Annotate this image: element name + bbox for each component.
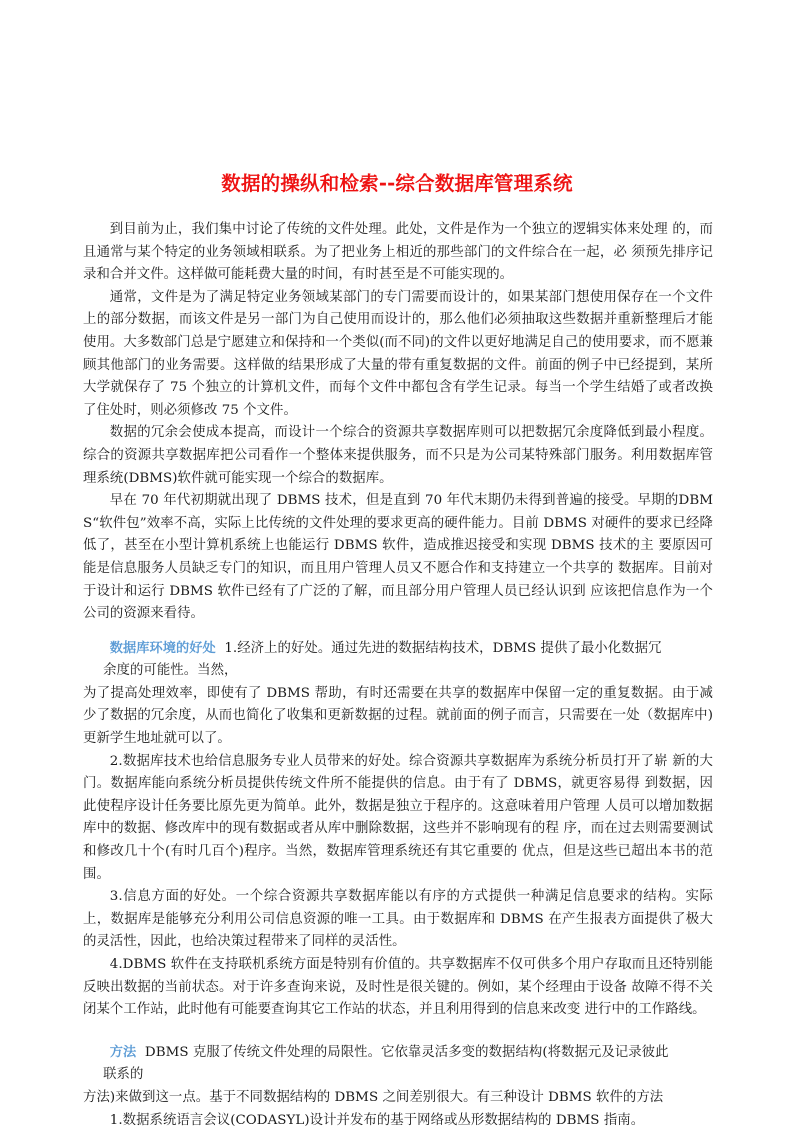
benefit-4: 4.DBMS 软件在支持联机系统方面是特别有价值的。共享数据库不仅可供多个用户存取而且还特别能反映出数据的当前状态。对于许多查询来说，及时性是很关键的。例如，某个经理由于设备 故障不得不关闭某个工作站，此时他有可能要查询其它工作站的状态，并且利用得到的信息来改变 进行中的工作路线。 xyxy=(83,957,713,1018)
benefit-1-line-2: 余度的可能性。当然， xyxy=(103,663,238,679)
page-title: 数据的操纵和检索--综合数据库管理系统 xyxy=(221,172,573,195)
method-line-1: DBMS 克服了传统文件处理的局限性。它依靠灵活多变的数据结构(将数据元及记录彼此 xyxy=(144,1044,669,1060)
benefit-1-continuation: 为了提高处理效率，即使有了 DBMS 帮助，有时还需要在共享的数据库中保留一定的重复数据。由于减少了数据的冗余度，从而也简化了收集和更新数据的过程。就前面的例子而言，只需要在一处（数据库中)更新学生地址就可以了。 xyxy=(83,685,713,747)
benefit-1-line-1: 1.经济上的好处。通过先进的数据结构技术，DBMS 提供了最小化数据冗 xyxy=(224,640,662,656)
method-line-2: 联系的 xyxy=(103,1067,144,1083)
benefit-2: 2.数据库技术也给信息服务专业人员带来的好处。综合资源共享数据库为系统分析员打开了崭 新的大门。数据库能向系统分析员提供传统文件所不能提供的信息。由于有了 DBMS，就更容易得 到数据，因此使程序设计任务要比原先更为简单。此外，数据是独立于程序的。这意味着用户管理 人员可以增加数据库中的数据、修改库中的现有数据或者从库中删除数据，这些并不影响现有的程 序，而在过去则需要测试和修改几十个(有时几百个)程序。当然，数据库管理系统还有其它重要的 优点，但是这些已超出本书的范围。 xyxy=(83,753,713,882)
method-heading-line xyxy=(83,1042,713,1065)
document-body xyxy=(83,219,713,1132)
method-line-3: 方法)来做到这一点。基于不同数据结构的 DBMS 之间差别很大。有三种设计 DBMS 软件的方法 xyxy=(83,1089,664,1105)
paragraph-4-dbms-history: 早在 70 年代初期就出现了 DBMS 技术，但是直到 70 年代末期仍未得到普遍的接受。早期的DBMS“软件包”效率不高，实际上比传统的文件处理的要求更高的硬件能力。目前 DBMS 对硬件的要求已经降低了，甚至在小型计算机系统上也能运行 DBMS 软件，造成推迟接受和实现 DBMS 技术的主 要原因可能是信息服务人员缺乏专门的知识，而且用户管理人员又不愿合作和支持建立一个共享的 数据库。目前对于设计和运行 DBMS 软件已经有了广泛的了解，而且部分用户管理人员已经认识到 应该把信息作为一个公司的资源来看待。 xyxy=(83,493,713,622)
section-spacer xyxy=(83,626,713,638)
benefit-3: 3.信息方面的好处。一个综合资源共享数据库能以有序的方式提供一种满足信息要求的结构。实际上，数据库是能够充分利用公司信息资源的唯一工具。由于数据库和 DBMS 在产生报表方面提供了极大的灵活性，因此，也给决策过程带来了同样的灵活性。 xyxy=(83,889,713,950)
method-section-heading: 方法 xyxy=(109,1044,137,1060)
paragraph-2: 通常，文件是为了满足特定业务领域某部门的专门需要而设计的，如果某部门想使用保存在一个文件上的部分数据，而该文件是另一部门为自己使用而设计的，那么他们必须抽取这些数据并重新整理后才能使用。大多数部门总是宁愿建立和保持和一个类似(而不同)的文件以更好地满足自己的使用要求，而不愿兼顾其他部门的业务需要。这样做的结果形成了大量的带有重复数据的文件。前面的例子中已经提到，某所大学就保存了 75 个独立的计算机文件，而每个文件中都包含有学生记录。每当一个学生结婚了或者改换了住处时，则必须修改 75 个文件。 xyxy=(83,289,713,418)
method-item-1: 1.数据系统语言会议(CODASYL)设计并发布的基于网络或丛形数据结构的 DBMS 指南。 xyxy=(109,1112,645,1128)
benefits-section-heading: 数据库环境的好处 xyxy=(109,640,216,656)
section-spacer-2 xyxy=(83,1022,713,1042)
paragraph-1: 到目前为止，我们集中讨论了传统的文件处理。此处，文件是作为一个独立的逻辑实体来处理 的，而且通常与某个特定的业务领域相联系。为了把业务上相近的那些部门的文件综合在一起，必 须预先排序记录和合并文件。这样做可能耗费大量的时间，有时甚至是不可能实现的。 xyxy=(83,222,713,283)
paragraph-3: 数据的冗余会使成本提高，而设计一个综合的资源共享数据库则可以把数据冗余度降低到最小程度。综合的资源共享数据库把公司看作一个整体来提供服务，而不只是为公司某特殊部门服务。利用数据库管理系统(DBMS)软件就可能实现一个综合的数据库。 xyxy=(83,425,713,486)
benefits-heading-line xyxy=(83,638,713,661)
